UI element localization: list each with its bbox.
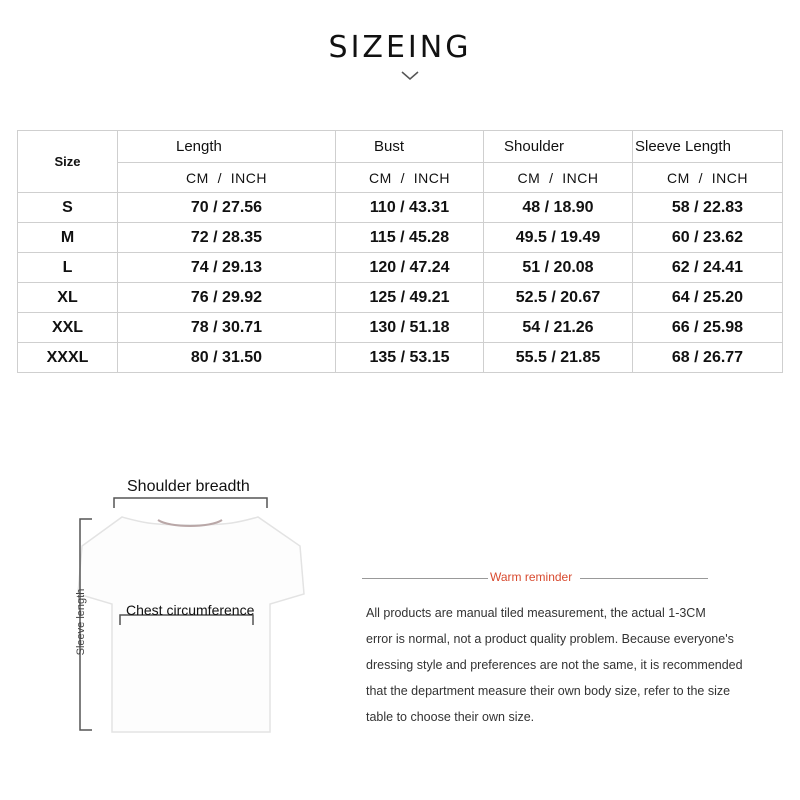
length-cell: 76 / 29.92	[118, 283, 336, 313]
tshirt-diagram	[0, 470, 340, 770]
reminder-line: that the department measure their own body size, refer to the size	[366, 684, 731, 698]
column-header-shoulder: Shoulder	[484, 131, 633, 163]
shoulder-breadth-label: Shoulder breadth	[127, 478, 250, 495]
length-cell: 74 / 29.13	[118, 253, 336, 283]
shoulder-cell: 48 / 18.90	[484, 193, 633, 223]
table-row	[18, 193, 783, 223]
size-cell: M	[18, 223, 118, 253]
bust-cell: 110 / 43.31	[336, 193, 484, 223]
length-label: Sleeve length	[75, 588, 87, 656]
reminder-line: table to choose their own size.	[366, 710, 535, 724]
bust-cell: 120 / 47.24	[336, 253, 484, 283]
column-header-bust: Bust	[336, 131, 484, 163]
reminder-line: error is normal, not a product quality problem. Because everyone's	[366, 632, 734, 646]
chest-circumference-label: Chest circumference	[126, 602, 255, 618]
size-chart-table	[17, 130, 783, 373]
page-title: SIZEING	[328, 30, 472, 65]
reminder-line: All products are manual tiled measurement, the actual 1-3CM	[366, 606, 706, 620]
table-row	[18, 343, 783, 373]
tshirt-icon	[0, 470, 340, 770]
size-cell: S	[18, 193, 118, 223]
column-header-sleeve-length: Sleeve Length	[633, 131, 783, 163]
bust-cell: 125 / 49.21	[336, 283, 484, 313]
bust-cell: 135 / 53.15	[336, 343, 484, 373]
column-header-length: Length	[118, 131, 336, 163]
length-cell: 72 / 28.35	[118, 223, 336, 253]
shoulder-cell: 55.5 / 21.85	[484, 343, 633, 373]
size-cell: XL	[18, 283, 118, 313]
sleeve-cell: 62 / 24.41	[633, 253, 783, 283]
table-row	[18, 253, 783, 283]
length-cell: 70 / 27.56	[118, 193, 336, 223]
bust-cell: 115 / 45.28	[336, 223, 484, 253]
size-header: Size	[18, 131, 118, 193]
sleeve-cell: 66 / 25.98	[633, 313, 783, 343]
sleeve-cell: 58 / 22.83	[633, 193, 783, 223]
warm-reminder-title: Warm reminder	[490, 570, 573, 584]
sleeve-cell: 68 / 26.77	[633, 343, 783, 373]
shoulder-cell: 52.5 / 20.67	[484, 283, 633, 313]
unit-label: CM / INCH	[118, 163, 336, 193]
bust-cell: 130 / 51.18	[336, 313, 484, 343]
sleeve-cell: 60 / 23.62	[633, 223, 783, 253]
divider	[580, 578, 708, 579]
unit-label: CM / INCH	[336, 163, 484, 193]
length-cell: 78 / 30.71	[118, 313, 336, 343]
size-cell: XXXL	[18, 343, 118, 373]
size-cell: L	[18, 253, 118, 283]
table-row	[18, 283, 783, 313]
shoulder-cell: 54 / 21.26	[484, 313, 633, 343]
reminder-line: dressing style and preferences are not the same, it is recommended	[366, 658, 743, 672]
size-cell: XXL	[18, 313, 118, 343]
shoulder-cell: 49.5 / 19.49	[484, 223, 633, 253]
reminder-text	[366, 600, 766, 730]
length-cell: 80 / 31.50	[118, 343, 336, 373]
table-row	[18, 313, 783, 343]
shoulder-cell: 51 / 20.08	[484, 253, 633, 283]
chevron-down-icon	[400, 70, 420, 82]
unit-label: CM / INCH	[633, 163, 783, 193]
divider	[362, 578, 488, 579]
table-row	[18, 223, 783, 253]
sleeve-cell: 64 / 25.20	[633, 283, 783, 313]
unit-label: CM / INCH	[484, 163, 633, 193]
